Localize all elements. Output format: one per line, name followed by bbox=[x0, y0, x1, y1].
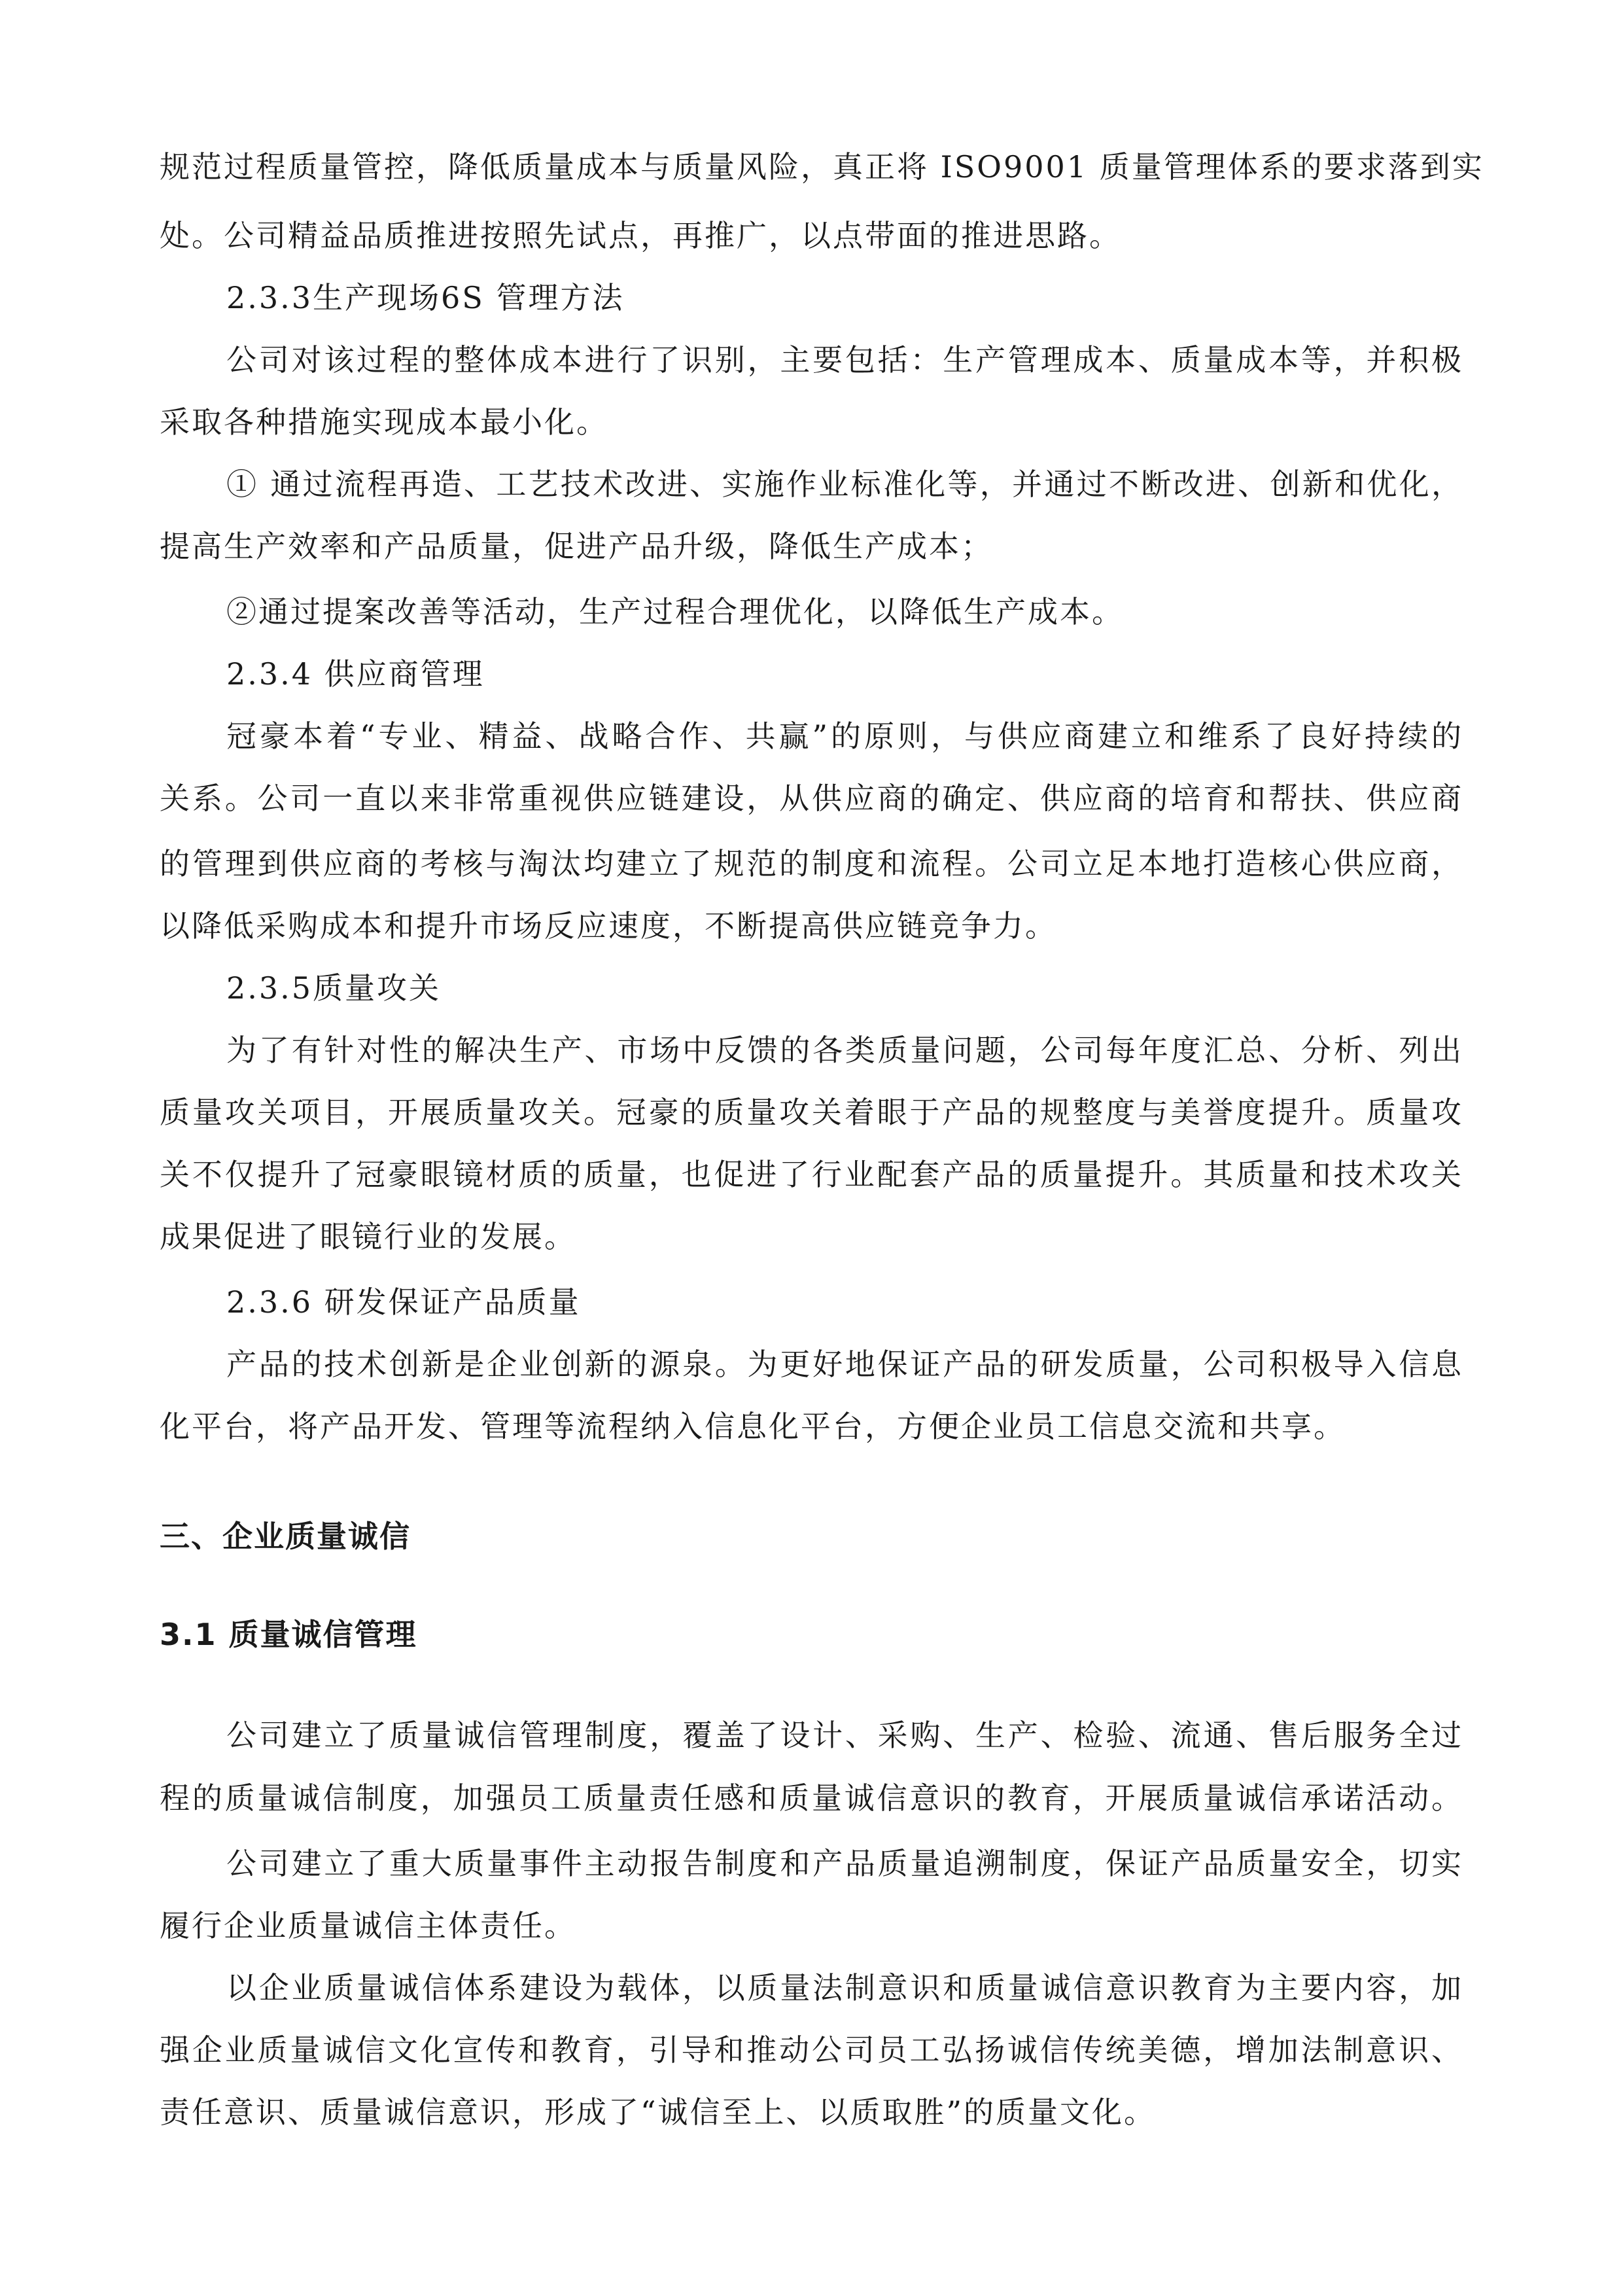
subsection-title: 2.3.3生产现场6S 管理方法 bbox=[226, 280, 625, 315]
paragraph-line: ① 通过流程再造、工艺技术改进、实施作业标准化等，并通过不断改进、创新和优化， bbox=[226, 467, 1463, 502]
paragraph-line: 的管理到供应商的考核与淘汰均建立了规范的制度和流程。公司立足本地打造核心供应商， bbox=[160, 846, 1463, 881]
paragraph-line: 化平台，将产品开发、管理等流程纳入信息化平台，方便企业员工信息交流和共享。 bbox=[160, 1409, 1346, 1444]
paragraph-line: 强企业质量诚信文化宣传和教育，引导和推动公司员工弘扬诚信传统美德，增加法制意识、 bbox=[160, 2032, 1463, 2068]
paragraph-line: ②通过提案改善等活动，生产过程合理优化，以降低生产成本。 bbox=[226, 594, 1124, 629]
paragraph-line: 成果促进了眼镜行业的发展。 bbox=[160, 1219, 576, 1254]
paragraph-line: 公司对该过程的整体成本进行了识别，主要包括：生产管理成本、质量成本等，并积极 bbox=[226, 342, 1463, 378]
paragraph-line: 程的质量诚信制度，加强员工质量责任感和质量诚信意识的教育，开展质量诚信承诺活动。 bbox=[160, 1780, 1463, 1816]
subsection-title: 2.3.5质量攻关 bbox=[226, 970, 442, 1006]
paragraph-line: 以企业质量诚信体系建设为载体，以质量法制意识和质量诚信意识教育为主要内容，加 bbox=[226, 1970, 1463, 2005]
paragraph-line: 公司建立了重大质量事件主动报告制度和产品质量追溯制度，保证产品质量安全，切实 bbox=[226, 1846, 1463, 1881]
paragraph-line: 规范过程质量管控，降低质量成本与质量风险，真正将 ISO9001 质量管理体系的要求落到实 bbox=[160, 149, 1484, 185]
paragraph-line: 为了有针对性的解决生产、市场中反馈的各类质量问题，公司每年度汇总、分析、列出 bbox=[226, 1033, 1463, 1068]
subsection-title: 2.3.4 供应商管理 bbox=[226, 656, 485, 692]
paragraph-line: 公司建立了质量诚信管理制度，覆盖了设计、采购、生产、检验、流通、售后服务全过 bbox=[226, 1718, 1463, 1753]
section-heading: 三、企业质量诚信 bbox=[160, 1519, 411, 1554]
paragraph-line: 提高生产效率和产品质量，促进产品升级，降低生产成本； bbox=[160, 529, 993, 564]
paragraph-line: 冠豪本着“专业、精益、战略合作、共赢”的原则，与供应商建立和维系了良好持续的 bbox=[226, 718, 1463, 754]
paragraph-line: 产品的技术创新是企业创新的源泉。为更好地保证产品的研发质量，公司积极导入信息 bbox=[226, 1347, 1463, 1382]
paragraph-line: 责任意识、质量诚信意识，形成了“诚信至上、以质取胜”的质量文化。 bbox=[160, 2094, 1157, 2130]
subsection-heading: 3.1 质量诚信管理 bbox=[160, 1617, 417, 1652]
paragraph-line: 质量攻关项目，开展质量攻关。冠豪的质量攻关着眼于产品的规整度与美誉度提升。质量攻 bbox=[160, 1095, 1463, 1130]
subsection-title: 2.3.6 研发保证产品质量 bbox=[226, 1284, 581, 1320]
paragraph-line: 关不仅提升了冠豪眼镜材质的质量，也促进了行业配套产品的质量提升。其质量和技术攻关 bbox=[160, 1157, 1463, 1192]
paragraph-line: 履行企业质量诚信主体责任。 bbox=[160, 1908, 576, 1943]
paragraph-line: 以降低采购成本和提升市场反应速度，不断提高供应链竞争力。 bbox=[160, 908, 1057, 944]
paragraph-line: 处。公司精益品质推进按照先试点，再推广，以点带面的推进思路。 bbox=[160, 218, 1121, 253]
paragraph-line: 关系。公司一直以来非常重视供应链建设，从供应商的确定、供应商的培育和帮扶、供应商 bbox=[160, 781, 1463, 816]
paragraph-line: 采取各种措施实现成本最小化。 bbox=[160, 404, 608, 440]
